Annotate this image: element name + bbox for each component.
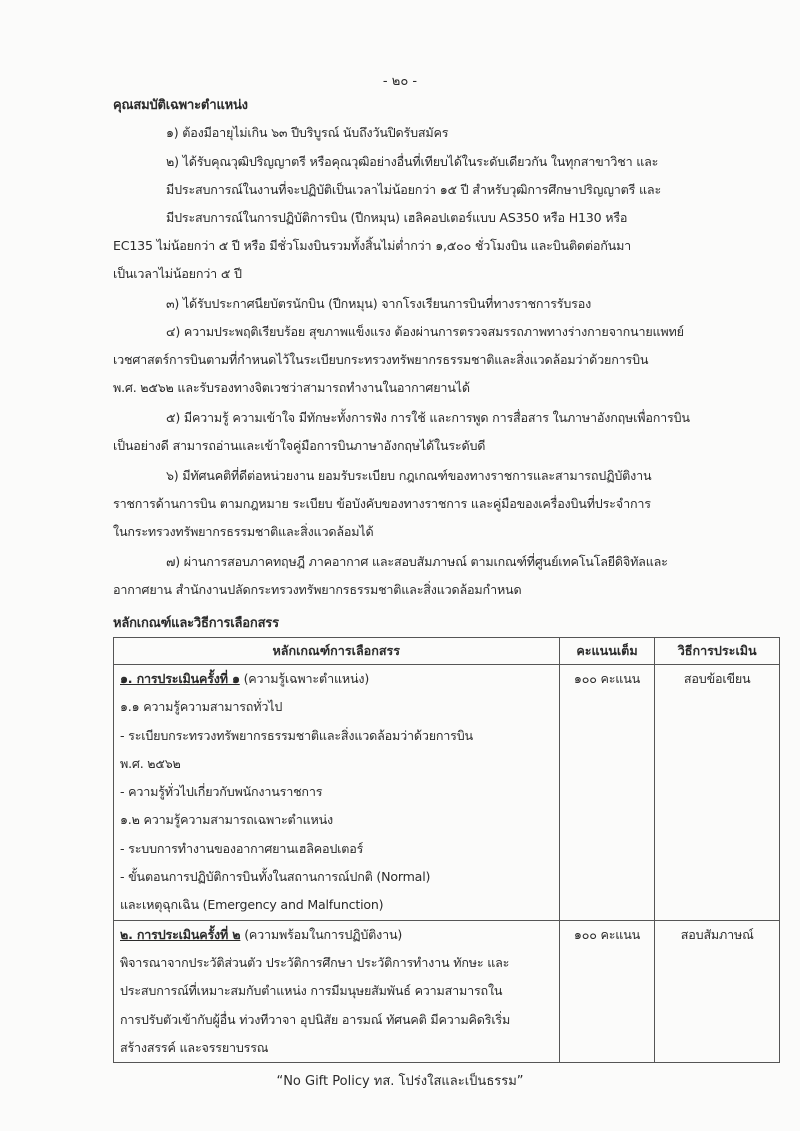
row-title: [120, 665, 553, 693]
table-row: [114, 665, 780, 921]
row-detail: - ความรู้ทั่วไปเกี่ยวกับพนักงานราชการ: [120, 784, 323, 800]
header-method: วิธีการประเมิน: [655, 638, 780, 665]
method-cell: [655, 665, 780, 921]
row-detail: พิจารณาจากประวัติส่วนตัว ประวัติการศึกษา ประวัติการทำงาน ทักษะ และ: [120, 954, 510, 970]
qualification-line: ในกระทรวงทรัพยากรธรรมชาติและสิ่งแวดล้อมได้: [113, 524, 374, 539]
qualification-line: ๓) ได้รับประกาศนียบัตรนักบิน (ปีกหมุน) จากโรงเรียนการบินที่ทางราชการรับรอง: [166, 296, 592, 311]
row-detail: - ระเบียบกระทรวงทรัพยากรธรรมชาติและสิ่งแวดล้อมว่าด้วยการบิน: [120, 727, 473, 743]
qualification-line: อากาศยาน สำนักงานปลัดกระทรวงทรัพยากรธรรมชาติและสิ่งแวดล้อมกำหนด: [113, 582, 522, 597]
page-number: - ๒๐ -: [382, 74, 418, 89]
row-title-main: ๑. การประเมินครั้งที่ ๑: [120, 671, 240, 686]
row-title-suffix: (ความพร้อมในการปฏิบัติงาน): [240, 926, 403, 942]
table-header-row: [114, 638, 780, 665]
qualification-line: ๖) มีทัศนคติที่ดีต่อหน่วยงาน ยอมรับระเบียบ กฎเกณฑ์ของทางราชการและสามารถปฏิบัติงาน: [166, 468, 652, 483]
qualification-line: ๗) ผ่านการสอบภาคทฤษฎี ภาคอากาศ และสอบสัมภาษณ์ ตามเกณฑ์ที่ศูนย์เทคโนโลยีดิจิทัลและ: [166, 554, 668, 569]
row-detail: ๑.๑ ความรู้ความสามารถทั่วไป: [120, 699, 283, 715]
row-title: [120, 921, 553, 949]
row-detail: ๑.๒ ความรู้ความสามารถเฉพาะตำแหน่ง: [120, 812, 333, 828]
row-detail: การปรับตัวเข้ากับผู้อื่น ท่วงทีวาจา อุปนิสัย อารมณ์ ทัศนคติ มีความคิดริเริ่ม: [120, 1011, 511, 1027]
qualification-line: พ.ศ. ๒๕๖๒ และรับรองทางจิตเวชว่าสามารถทำงานในอากาศยานได้: [113, 380, 470, 395]
qualification-line: ๒) ได้รับคุณวุฒิปริญญาตรี หรือคุณวุฒิอย่างอื่นที่เทียบได้ในระดับเดียวกัน ในทุกสาขาวิชา และ: [166, 154, 659, 169]
table-row: [114, 920, 780, 1062]
row-title-suffix: (ความรู้เฉพาะตำแหน่ง): [239, 671, 370, 686]
method-value: สอบสัมภาษณ์: [680, 926, 754, 942]
row-detail: พ.ศ. ๒๕๖๒: [120, 755, 181, 771]
qualification-line: EC135 ไม่น้อยกว่า ๕ ปี หรือ มีชั่วโมงบินรวมทั้งสิ้นไม่ต่ำกว่า ๑,๕๐๐ ชั่วโมงบิน และบินติดต่อกันมา: [113, 238, 632, 253]
score-cell: [559, 920, 655, 1062]
qualifications-heading: คุณสมบัติเฉพาะตำแหน่ง: [113, 98, 248, 113]
method-value: สอบข้อเขียน: [683, 671, 751, 686]
score-value: ๑๐๐ คะแนน: [573, 926, 641, 942]
qualification-line: เป็นอย่างดี สามารถอ่านและเข้าใจคู่มือการบินภาษาอังกฤษได้ในระดับดี: [113, 438, 486, 453]
row-detail: ประสบการณ์ที่เหมาะสมกับตำแหน่ง การมีมนุษยสัมพันธ์ ความสามารถใน: [120, 983, 503, 999]
qualification-line: ราชการด้านการบิน ตามกฎหมาย ระเบียบ ข้อบังคับของทางราชการ และคู่มือของเครื่องบินที่ประจำการ: [113, 496, 651, 511]
row-detail: สร้างสรรค์ และจรรยาบรรณ: [120, 1039, 269, 1055]
selection-heading: หลักเกณฑ์และวิธีการเลือกสรร: [113, 616, 279, 631]
qualification-line: ๑) ต้องมีอายุไม่เกิน ๖๓ ปีบริบูรณ์ นับถึงวันปิดรับสมัคร: [166, 125, 449, 140]
qualification-line: มีประสบการณ์ในการปฏิบัติการบิน (ปีกหมุน) เฮลิคอปเตอร์แบบ AS350 หรือ H130 หรือ: [166, 210, 628, 225]
criteria-cell: [114, 920, 560, 1062]
qualification-line: ๕) มีความรู้ ความเข้าใจ มีทักษะทั้งการฟัง การใช้ และการพูด การสื่อสาร ในภาษาอังกฤษเพื่อการบิน: [166, 410, 690, 425]
row-detail: และเหตุฉุกเฉิน (Emergency and Malfunction): [120, 897, 384, 913]
qualification-line: เป็นเวลาไม่น้อยกว่า ๕ ปี: [113, 266, 242, 281]
qualification-line: เวชศาสตร์การบินตามที่กำหนดไว้ในระเบียบกระทรวงทรัพยากรธรรมชาติและสิ่งแวดล้อมว่าด้วยการบิน: [113, 352, 649, 367]
row-detail: - ขั้นตอนการปฏิบัติการบินทั้งในสถานการณ์ปกติ (Normal): [120, 869, 431, 885]
score-cell: [559, 665, 655, 921]
method-cell: [655, 920, 780, 1062]
qualification-line: ๔) ความประพฤติเรียบร้อย สุขภาพแข็งแรง ต้องผ่านการตรวจสมรรถภาพทางร่างกายจากนายแพทย์: [166, 324, 684, 339]
row-title-main: ๒. การประเมินครั้งที่ ๒: [120, 926, 241, 942]
row-detail: - ระบบการทำงานของอากาศยานเฮลิคอปเตอร์: [120, 840, 364, 856]
qualification-line: มีประสบการณ์ในงานที่จะปฏิบัติเป็นเวลาไม่น้อยกว่า ๑๕ ปี สำหรับวุฒิการศึกษาปริญญาตรี และ: [166, 182, 662, 197]
selection-criteria-table: [113, 637, 780, 1063]
criteria-cell: [114, 665, 560, 921]
header-full-score: คะแนนเต็ม: [559, 638, 655, 665]
header-criteria: หลักเกณฑ์การเลือกสรร: [114, 638, 560, 665]
score-value: ๑๐๐ คะแนน: [573, 671, 641, 686]
footer-slogan: “No Gift Policy ทส. โปร่งใสและเป็นธรรม”: [276, 1074, 524, 1089]
